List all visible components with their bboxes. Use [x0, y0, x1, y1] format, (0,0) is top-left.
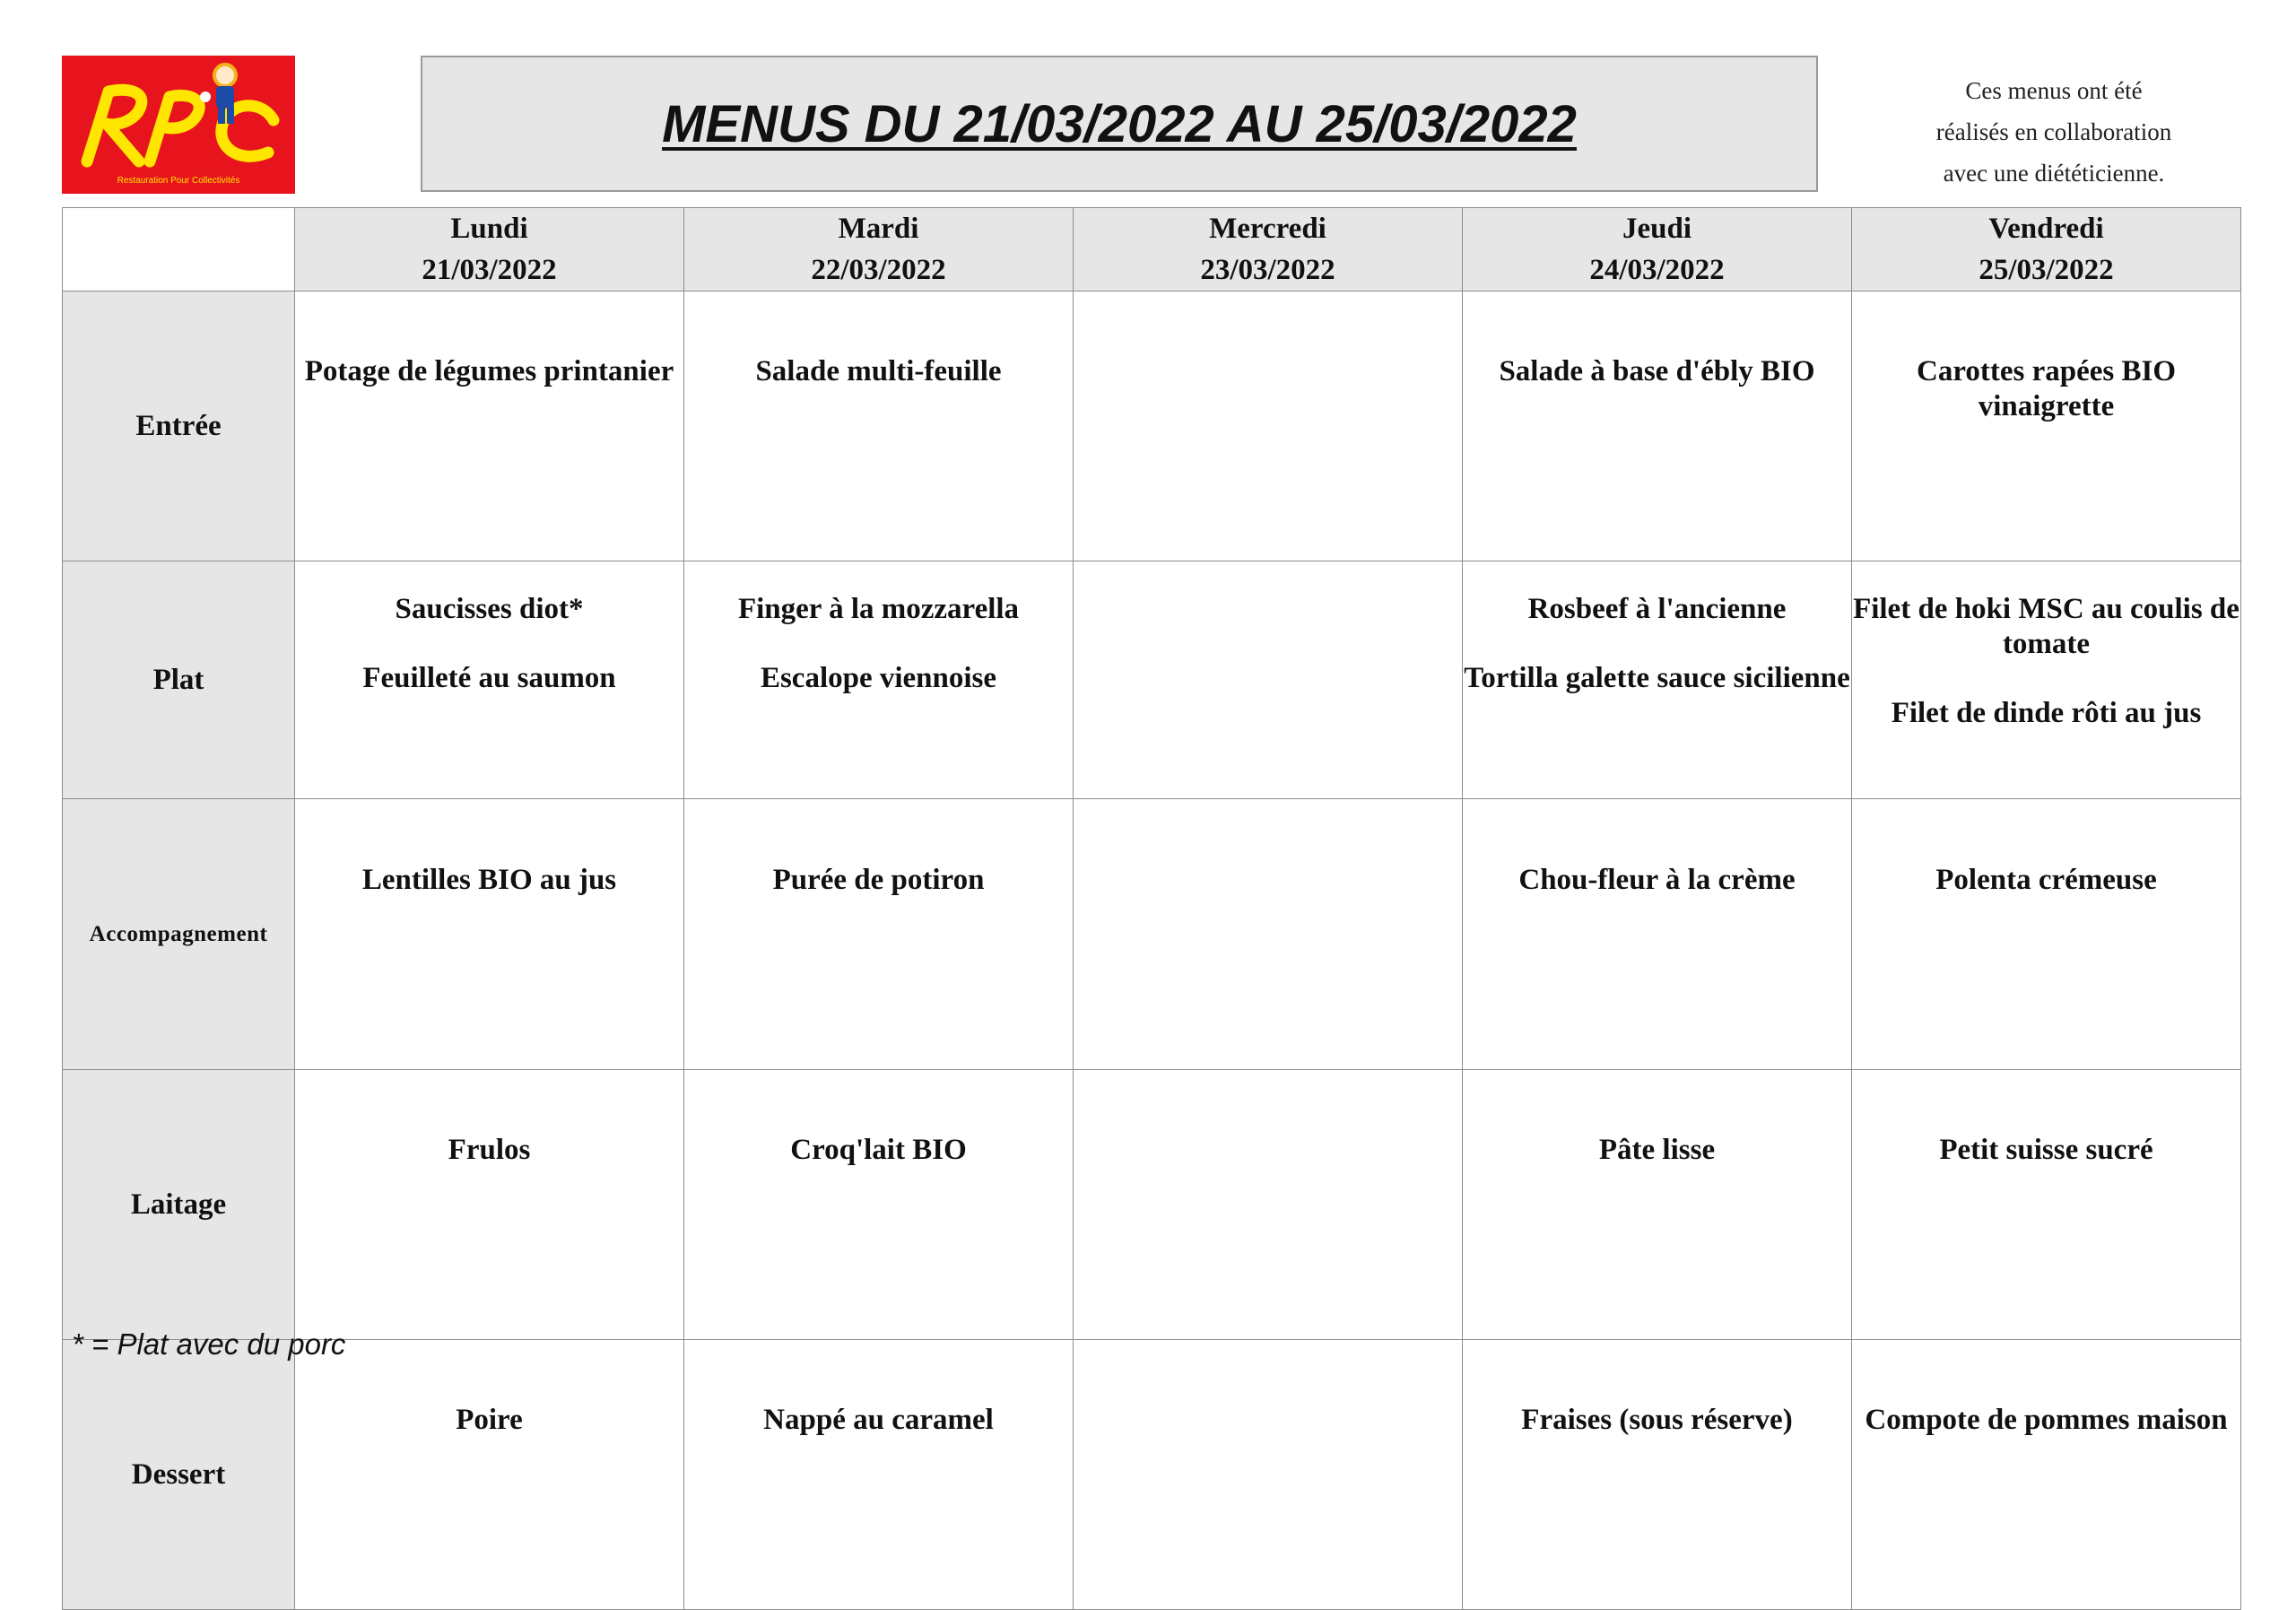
menu-cell-empty: [1074, 292, 1463, 561]
dish: Chou-fleur à la crème: [1518, 864, 1796, 896]
note-line: avec une diététicienne.: [1943, 160, 2165, 187]
day-date: 24/03/2022: [1589, 254, 1725, 286]
menu-cell: [295, 292, 684, 561]
logo-graphic: [62, 56, 295, 194]
day-name: Jeudi: [1622, 213, 1692, 245]
menu-cell-empty: [1074, 799, 1463, 1070]
dish: Filet de dinde rôti au jus: [1891, 697, 2202, 729]
menu-cell: [1463, 799, 1852, 1070]
dish: Escalope viennoise: [760, 662, 997, 694]
menu-cell: [1852, 799, 2241, 1070]
day-date: 23/03/2022: [1200, 254, 1335, 286]
dish: Carottes rapées BIO vinaigrette: [1916, 355, 2176, 422]
menu-cell: [1852, 292, 2241, 561]
dish: Potage de légumes printanier: [304, 355, 674, 387]
menu-cell-empty: [1074, 1070, 1463, 1340]
dish: Petit suisse sucré: [1939, 1134, 2153, 1166]
menu-cell: [684, 799, 1074, 1070]
dish: Fraises (sous réserve): [1521, 1404, 1793, 1436]
dish: Saucisses diot*: [395, 593, 584, 625]
menu-cell-empty: [1074, 561, 1463, 799]
dish: Purée de potiron: [772, 864, 985, 896]
dish: Frulos: [448, 1134, 531, 1166]
dish: Filet de hoki MSC au coulis de tomate: [1853, 593, 2239, 660]
rpc-logo: [62, 56, 295, 194]
menu-table: [62, 207, 2241, 1610]
day-name: Lundi: [450, 213, 528, 245]
dish: Poire: [456, 1404, 523, 1436]
dish: Lentilles BIO au jus: [361, 864, 617, 896]
menu-cell: [1852, 1340, 2241, 1610]
menu-cell-empty: [1074, 1340, 1463, 1610]
dish: Nappé au caramel: [763, 1404, 994, 1436]
row-label-dessert: Dessert: [63, 1340, 295, 1610]
menu-cell: [295, 799, 684, 1070]
day-header-lundi: [295, 208, 684, 292]
row-label-plat: Plat: [63, 561, 295, 799]
dish: Croq'lait BIO: [790, 1134, 967, 1166]
menu-row-entree: [63, 292, 2241, 561]
corner-cell: [63, 208, 295, 292]
menu-row-plat: [63, 561, 2241, 799]
day-header-vendredi: [1852, 208, 2241, 292]
dish: Polenta crémeuse: [1935, 864, 2157, 896]
dish: Finger à la mozzarella: [737, 593, 1020, 625]
row-label-laitage: Laitage: [63, 1070, 295, 1340]
menu-row-accompagnement: [63, 799, 2241, 1070]
menu-cell: [1463, 561, 1852, 799]
dish: Pâte lisse: [1598, 1134, 1716, 1166]
dietitian-note: [1857, 70, 2251, 194]
menu-cell: [1852, 561, 2241, 799]
menu-row-dessert: [63, 1340, 2241, 1610]
title-box: [421, 56, 1818, 192]
dish: Compote de pommes maison: [1865, 1404, 2228, 1436]
dish: Feuilleté au saumon: [362, 662, 616, 694]
row-label-entree: Entrée: [63, 292, 295, 561]
menu-cell: [1463, 1340, 1852, 1610]
menu-cell: [295, 1070, 684, 1340]
dish: Salade à base d'ébly BIO: [1499, 355, 1815, 387]
day-header-mardi: [684, 208, 1074, 292]
menu-row-laitage: [63, 1070, 2241, 1340]
menu-cell: [684, 292, 1074, 561]
dish: Rosbeef à l'ancienne: [1527, 593, 1787, 625]
menu-cell: [684, 1340, 1074, 1610]
day-name: Mercredi: [1209, 213, 1326, 245]
menu-cell: [295, 561, 684, 799]
menu-cell: [1463, 292, 1852, 561]
day-name: Vendredi: [1988, 213, 2104, 245]
menu-cell: [1463, 1070, 1852, 1340]
dish: Tortilla galette sauce sicilienne: [1464, 662, 1850, 694]
menu-cell: [295, 1340, 684, 1610]
menu-cell: [684, 561, 1074, 799]
day-header-row: [63, 208, 2241, 292]
pork-footnote: * = Plat avec du porc: [72, 1327, 346, 1361]
logo-tagline: Restauration Pour Collectivités: [117, 176, 240, 186]
menu-cell: [1852, 1070, 2241, 1340]
menu-cell: [684, 1070, 1074, 1340]
row-label-accompagnement: Accompagnement: [63, 799, 295, 1070]
day-header-jeudi: [1463, 208, 1852, 292]
dish: Salade multi-feuille: [755, 355, 1002, 387]
note-line: Ces menus ont été: [1965, 77, 2143, 104]
day-name: Mardi: [838, 213, 919, 245]
day-date: 25/03/2022: [1979, 254, 2114, 286]
day-date: 21/03/2022: [422, 254, 557, 286]
page-title: MENUS DU 21/03/2022 AU 25/03/2022: [662, 94, 1577, 153]
note-line: réalisés en collaboration: [1935, 118, 2172, 145]
day-header-mercredi: [1074, 208, 1463, 292]
day-date: 22/03/2022: [811, 254, 946, 286]
